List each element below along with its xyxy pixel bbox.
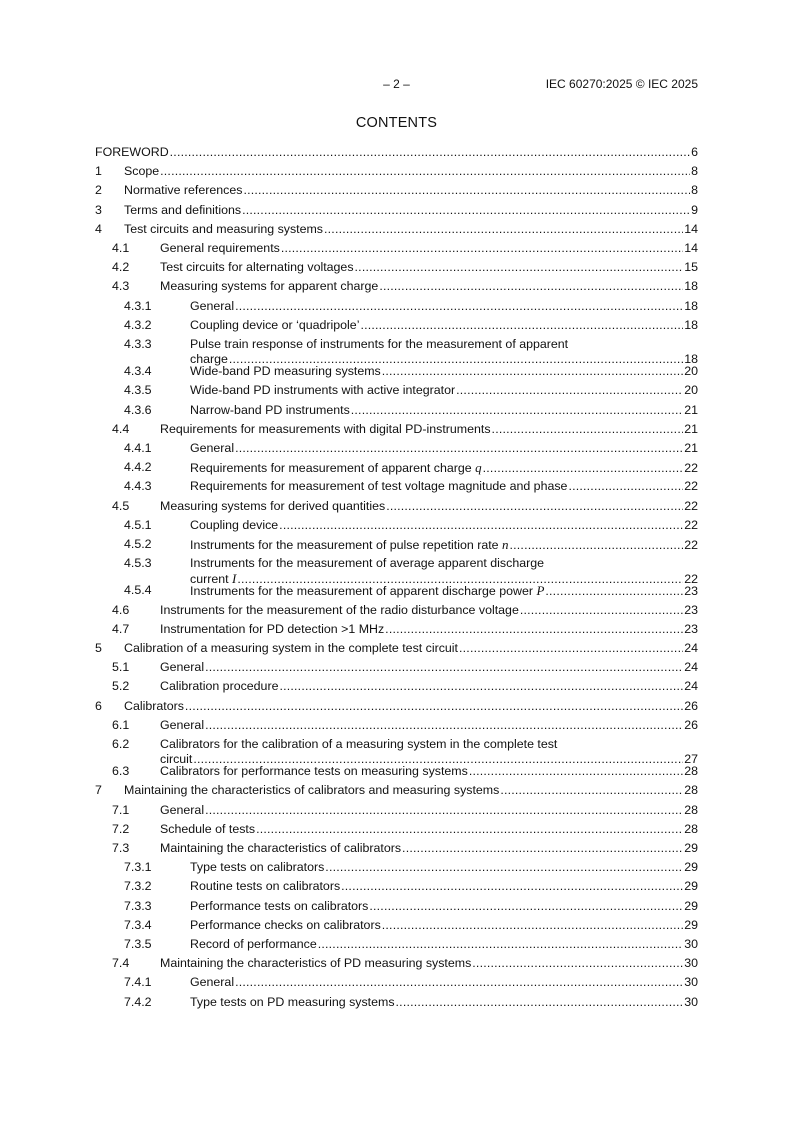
toc-entry[interactable] [95,364,698,379]
toc-entry-page: 6 [691,145,698,159]
toc-entry-title: General [190,298,235,313]
toc-dot-leader [243,183,690,198]
toc-entry-variable: n [502,537,509,552]
toc-entry-page: 28 [684,764,698,779]
toc-entry-page: 23 [684,621,698,636]
toc-dot-leader [205,803,683,818]
toc-entry-page: 27 [684,752,698,766]
toc-entry[interactable] [95,241,698,256]
toc-entry-number: 4 [95,221,102,236]
toc-entry[interactable] [95,641,698,656]
toc-entry-title: Normative references [124,183,243,198]
toc-entry-title: Maintaining the characteristics of PD measuring systems [160,956,472,971]
toc-entry-number: 6.2 [112,737,130,751]
toc-entry-title: Instruments for the measurement of the radio disturbance voltage [160,602,519,617]
toc-entry-title: Wide-band PD measuring systems [190,364,381,379]
toc-entry-page: 18 [684,317,698,332]
toc-dot-leader [205,660,683,675]
toc-entry-title: Coupling device or ‘quadripole’ [190,317,360,332]
toc-dot-leader [379,279,683,294]
toc-entry-title: Type tests on calibrators [190,860,325,875]
toc-entry-variable: q [475,460,482,476]
toc-entry[interactable] [95,260,698,275]
toc-entry[interactable] [95,518,698,533]
toc-entry-page: 30 [684,937,698,951]
toc-entry-page: 21 [684,402,698,417]
toc-dot-leader [369,899,683,914]
toc-entry-title: circuit [160,752,193,766]
toc-entry-page: 18 [684,298,698,313]
toc-dot-leader [170,145,690,160]
toc-dot-leader [520,603,683,618]
toc-entry-variable: I [232,571,237,587]
toc-dot-leader [360,318,683,333]
toc-entry-page: 26 [684,717,698,732]
toc-entry-title: General [190,975,235,990]
toc-entry-number: 4.3.4 [124,364,152,379]
toc-entry-page: 20 [684,364,698,379]
toc-entry-number: 4.4.1 [124,441,152,455]
toc-entry[interactable] [95,822,698,837]
toc-entry-title: Performance checks on calibrators [190,917,381,932]
toc-entry[interactable] [95,203,698,218]
standard-identifier: IEC 60270:2025 © IEC 2025 [545,77,698,91]
toc-entry-number: 7.3.4 [124,917,152,932]
toc-entry-title: Scope [124,164,160,179]
toc-entry-page: 29 [684,917,698,932]
toc-entry[interactable] [95,337,698,367]
toc-entry-number: 4.4.2 [124,460,152,475]
toc-entry-title: General requirements [160,241,280,255]
toc-entry-title: Test circuits and measuring systems [124,221,324,236]
toc-entry[interactable] [95,279,698,294]
page-number: – 2 – [383,77,410,91]
toc-dot-leader [456,383,683,398]
toc-entry-number: 7.3 [112,841,130,855]
toc-entry[interactable] [95,460,698,475]
toc-entry[interactable] [95,537,698,552]
toc-dot-leader [472,956,683,971]
toc-entry-page: 26 [684,698,698,713]
toc-entry-title: General [160,717,205,732]
toc-entry-title: Routine tests on calibrators [190,879,341,894]
contents-title: CONTENTS [355,115,438,131]
toc-entry[interactable] [95,737,698,767]
toc-dot-leader [459,641,683,656]
toc-entry-title: charge [190,352,228,366]
toc-dot-leader [279,518,683,533]
toc-dot-leader [500,783,683,798]
toc-entry[interactable] [95,699,698,714]
toc-entry-page: 21 [684,421,698,436]
toc-entry-title: current I [190,571,237,587]
toc-entry-page: 24 [684,679,698,694]
toc-entry-title: Calibrators for the calibration of a measuring system in the complete test [160,737,558,751]
toc-entry-title: Calibration of a measuring system in the complete test circuit [124,641,459,655]
toc-entry-number: 4.5.3 [124,556,152,571]
toc-entry[interactable] [95,183,698,198]
toc-entry-number: 6 [95,698,102,713]
toc-entry-number: 4.5.1 [124,517,152,532]
toc-entry-page: 8 [691,164,698,179]
toc-dot-leader [281,241,683,256]
toc-dot-leader [325,860,683,875]
toc-entry-number: 7.1 [112,802,130,817]
toc-entry[interactable] [95,403,698,418]
toc-entry[interactable] [95,318,698,333]
toc-entry-page: 21 [684,441,698,455]
toc-entry-number: 4.2 [112,260,130,275]
toc-entry-number: 4.3.6 [124,402,152,417]
toc-dot-leader [402,841,683,856]
toc-entry-number: 7.3.2 [124,879,152,894]
toc-entry-number: 4.3.3 [124,337,152,351]
toc-entry-number: 7.4.1 [124,975,152,990]
toc-entry[interactable] [95,879,698,894]
toc-dot-leader [568,479,683,494]
toc-dot-leader [483,461,684,476]
toc-dot-leader [469,764,683,779]
toc-entry-number: 7 [95,783,102,798]
toc-dot-leader [160,164,690,179]
toc-entry-title: Maintaining the characteristics of calibrators and measuring systems [124,783,500,798]
toc-entry[interactable] [95,622,698,637]
toc-entry-number: 7.3.3 [124,898,152,913]
toc-entry-number: 7.4 [112,956,130,971]
toc-entry[interactable] [95,975,698,990]
toc-entry-number: 1 [95,164,102,179]
toc-entry-page: 18 [684,279,698,294]
toc-entry-title: Requirements for measurement of apparent charge q [190,460,482,476]
toc-dot-leader [492,422,684,437]
toc-dot-leader [256,822,683,837]
toc-entry[interactable] [95,679,698,694]
toc-entry-page: 28 [684,802,698,817]
toc-entry-title: Record of performance [190,937,317,951]
toc-entry-title: Wide-band PD instruments with active integrator [190,383,456,398]
toc-entry-title: Instruments for the measurement of average apparent discharge [190,556,545,571]
toc-dot-leader [510,538,684,553]
toc-dot-leader [382,364,683,379]
toc-entry-number: 2 [95,183,102,198]
page-header [95,77,698,93]
toc-entry-page: 24 [684,641,698,655]
toc-entry-title: Schedule of tests [160,821,256,836]
toc-entry-page: 20 [684,383,698,398]
toc-entry[interactable] [95,918,698,933]
toc-entry[interactable] [95,499,698,514]
toc-dot-leader [382,918,683,933]
toc-entry-title: Instrumentation for PD detection >1 MHz [160,621,385,636]
toc-dot-leader [235,299,683,314]
toc-entry-title: Maintaining the characteristics of calibrators [160,841,402,855]
toc-entry-title: General [160,660,205,675]
toc-entry-page: 18 [684,352,698,366]
toc-entry-title: General [160,802,205,817]
toc-entry[interactable] [95,937,698,952]
toc-entry-page: 28 [684,783,698,798]
toc-entry-page: 9 [691,202,698,217]
toc-entry-page: 15 [684,260,698,275]
toc-entry[interactable] [95,995,698,1010]
toc-entry[interactable] [95,660,698,675]
toc-entry-number: 5 [95,641,102,655]
toc-dot-leader [355,260,684,275]
toc-entry-page: 22 [684,517,698,532]
toc-dot-leader [385,622,683,637]
toc-entry-title: Calibration procedure [160,679,279,694]
toc-entry[interactable] [95,603,698,618]
toc-entry[interactable] [95,164,698,179]
toc-entry-page: 29 [684,879,698,894]
toc-dot-leader [279,679,683,694]
toc-entry[interactable] [95,956,698,971]
toc-entry[interactable] [95,718,698,733]
toc-entry-number: 7.2 [112,821,130,836]
toc-entry-page: 23 [684,602,698,617]
toc-entry-number: 3 [95,202,102,217]
toc-dot-leader [341,879,683,894]
toc-entry-page: 29 [684,898,698,913]
toc-entry-title: Instruments for the measurement of apparent discharge power P [190,583,545,599]
toc-entry-number: 6.1 [112,717,130,732]
toc-entry-number: 7.4.2 [124,994,152,1009]
toc-entry-title: Terms and definitions [124,202,242,217]
toc-entry-page: 23 [684,584,698,599]
toc-entry-page: 22 [684,572,698,587]
toc-dot-leader [205,718,683,733]
toc-dot-leader [235,441,683,456]
toc-entry[interactable] [95,899,698,914]
toc-entry[interactable] [95,860,698,875]
toc-entry-number: 7.3.5 [124,937,152,951]
toc-entry-title: Coupling device [190,517,279,532]
toc-entry-number: 4.1 [112,241,130,255]
toc-entry-number: 4.5.4 [124,583,152,598]
toc-entry-number: 4.6 [112,602,130,617]
toc-entry-page: 22 [684,538,698,552]
toc-dot-leader [324,222,683,237]
toc-entry-page: 29 [684,860,698,875]
toc-entry-title: Requirements for measurement of test voltage magnitude and phase [190,479,568,494]
toc-entry[interactable] [95,299,698,314]
toc-entry-number: 4.3.1 [124,298,152,313]
toc-entry-number: 4.4.3 [124,479,152,494]
toc-entry[interactable] [95,479,698,494]
toc-entry-page: 28 [684,821,698,836]
toc-entry[interactable] [95,222,698,237]
toc-entry-page: 24 [684,660,698,675]
toc-entry-number: 4.7 [112,621,130,636]
toc-entry[interactable] [95,422,698,437]
toc-dot-leader [386,499,683,514]
toc-entry[interactable] [95,145,698,160]
toc-entry-number: 4.5 [112,498,130,513]
toc-entry[interactable] [95,841,698,856]
toc-entry-page: 22 [684,479,698,494]
toc-entry-page: 29 [684,841,698,855]
toc-entry-variable: P [536,583,545,599]
toc-entry-number: 7.3.1 [124,860,152,875]
toc-entry-number: 4.5.2 [124,537,152,551]
toc-entry-page: 22 [684,461,698,476]
toc-entry-title: Performance tests on calibrators [190,898,369,913]
toc-entry[interactable] [95,764,698,779]
toc-entry-page: 14 [684,221,698,236]
toc-entry-title: Type tests on PD measuring systems [190,994,395,1009]
toc-entry-page: 30 [684,956,698,971]
toc-entry-title: Calibrators for performance tests on measuring systems [160,764,468,779]
toc-dot-leader [242,203,690,218]
toc-entry[interactable] [95,783,698,798]
toc-entry-page: 8 [691,183,698,198]
toc-entry-title: General [190,441,235,455]
toc-entry-title: Measuring systems for apparent charge [160,279,379,294]
toc-dot-leader [396,995,684,1010]
toc-entry[interactable] [95,556,698,586]
toc-dot-leader [351,403,683,418]
toc-dot-leader [545,584,683,599]
toc-entry-number: 5.2 [112,679,130,694]
toc-entry[interactable] [95,441,698,456]
toc-dot-leader [185,699,683,714]
toc-dot-leader [318,937,683,952]
toc-entry-number: 4.4 [112,421,130,436]
toc-entry-title: Test circuits for alternating voltages [160,260,354,275]
toc-entry[interactable] [95,583,698,598]
toc-entry-number: 4.3 [112,279,130,294]
toc-entry-title: Requirements for measurements with digital PD-instruments [160,421,491,436]
toc-entry-page: 30 [684,975,698,990]
toc-entry-title: Measuring systems for derived quantities [160,498,386,513]
toc-entry[interactable] [95,383,698,398]
toc-entry-title: Instruments for the measurement of pulse repetition rate n [190,537,509,552]
toc-entry-page: 22 [684,498,698,513]
toc-entry-title: FOREWORD [95,145,169,159]
toc-entry-number: 6.3 [112,764,130,779]
toc-dot-leader [235,975,683,990]
toc-entry-title: Calibrators [124,698,184,713]
toc-entry-number: 5.1 [112,660,130,675]
toc-entry-title: Narrow-band PD instruments [190,402,350,417]
toc-entry-page: 14 [684,241,698,255]
toc-entry-number: 4.3.2 [124,317,152,332]
toc-entry-title: Pulse train response of instruments for the measurement of apparent [190,337,569,351]
toc-entry-number: 4.3.5 [124,383,152,398]
toc-entry-page: 30 [684,994,698,1009]
toc-entry[interactable] [95,803,698,818]
